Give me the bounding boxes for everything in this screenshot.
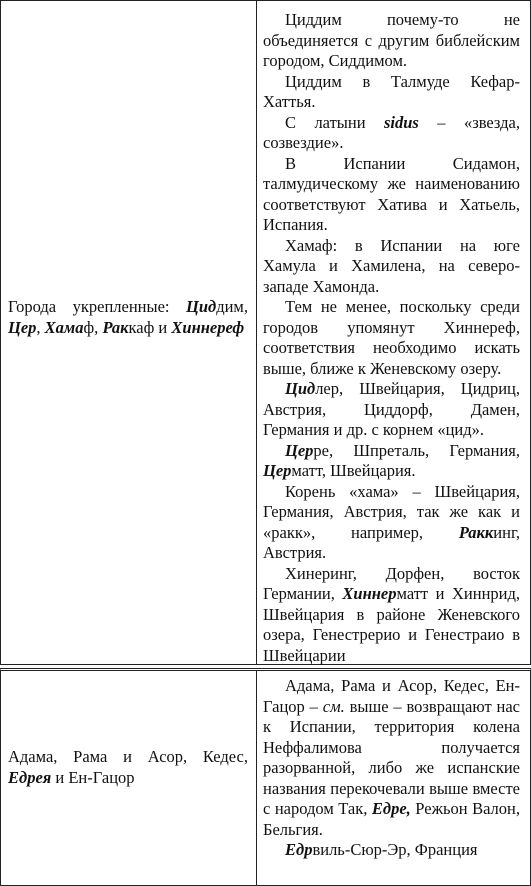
text-run: Города укрепленные: — [8, 297, 186, 316]
emphasized-text: Цер — [8, 317, 37, 337]
text-run: матт, Швейцария. — [291, 461, 416, 480]
emphasized-text: Хиннереф — [171, 317, 245, 337]
emphasized-text: Ракк — [458, 522, 494, 542]
paragraph — [263, 10, 520, 72]
text-run: Режьон Валон, Бельгия. — [263, 799, 520, 839]
text-run: ре, Шпреталь, Германия, — [313, 440, 520, 460]
text-run: Циддим почему-то не объединяется с другим библейским городом, Сиддимом. — [263, 10, 520, 70]
left-cell-text — [8, 747, 248, 788]
text-run: – «звезда, созвездие». — [263, 112, 520, 152]
paragraph — [263, 676, 520, 840]
text-run: Адама, Рама и Асор, Кедес, Ен-Гацор – — [263, 676, 520, 716]
text-run: ф, — [83, 317, 103, 337]
emphasized-text: см. — [322, 696, 345, 716]
emphasized-text: Цид — [285, 379, 316, 398]
right-cell-text — [263, 676, 520, 861]
text-run: Хамаф: в Испании на юге Хамула и Хамилена, на северо-западе Хамонда. — [263, 235, 520, 296]
text-run: выше – возвращают нас к Испании, территория колена Неффалимова получается разорванной, либо же испанские названия перекочевали выше вместе с народом Так, — [263, 696, 520, 818]
emphasized-text: Цер — [285, 440, 314, 460]
paragraph — [263, 564, 520, 667]
text-run: инг, Австрия. — [263, 522, 520, 562]
text-run: С латыни — [285, 112, 384, 132]
paragraph — [263, 482, 520, 564]
text-run: Циддим в Талмуде Кефар-Хаттья. — [263, 71, 520, 111]
emphasized-text: sidus — [383, 112, 419, 132]
emphasized-text: Цид — [186, 297, 217, 316]
text-run: лер, Швейцария, Цидриц, Австрия, Циддорф, Дамен, Германия и др. с корнем «цид». — [263, 379, 520, 439]
text-run: , — [36, 317, 45, 337]
paragraph — [263, 72, 520, 113]
emphasized-text: Едрея — [8, 767, 52, 787]
right-cell-text — [263, 10, 520, 666]
paragraph — [263, 441, 520, 482]
text-run: виль-Сюр-Эр, Франция — [312, 840, 478, 859]
text-run: Тем не менее, поскольку среди городов упомянут Хиннереф, соответствия необходимо искать выше, ближе к Женевскому озеру. — [263, 297, 520, 378]
text-run: Корень «хама» – Швейцария, Германия, Австрия, так же как и «ракк», например, — [263, 481, 520, 542]
emphasized-text: Цер — [263, 461, 292, 480]
paragraph — [263, 236, 520, 298]
column-divider — [256, 671, 257, 885]
column-divider — [256, 1, 257, 664]
emphasized-text: Едре, — [371, 799, 411, 818]
emphasized-text: Хама — [44, 317, 84, 337]
text-run: матт и Хиннрид, Швейцария в районе Женевского озера, Генестрерио и Генестраио в Швейцарии — [263, 584, 521, 665]
text-run: и Ен-Гацор — [51, 767, 135, 787]
text-run: В Испании Сидамон, талмудическому же наименованию соответствуют Хатива и Хатьель, Испания. — [263, 153, 520, 234]
paragraph — [263, 297, 520, 379]
paragraph — [263, 113, 520, 154]
text-run: каф и — [128, 317, 172, 337]
paragraph — [263, 379, 520, 441]
paragraph — [263, 840, 520, 861]
text-run: дим, — [216, 297, 248, 316]
left-cell-text — [8, 297, 248, 338]
table-row — [0, 668, 531, 886]
emphasized-text: Едр — [285, 840, 313, 859]
text-run: Хинеринг, Дорфен, восток Германии, — [263, 563, 520, 603]
text-run: Адама, Рама и Асор, Кедес, — [8, 747, 248, 766]
emphasized-text: Хиннер — [342, 584, 397, 603]
paragraph — [263, 154, 520, 236]
emphasized-text: Рак — [102, 317, 129, 337]
